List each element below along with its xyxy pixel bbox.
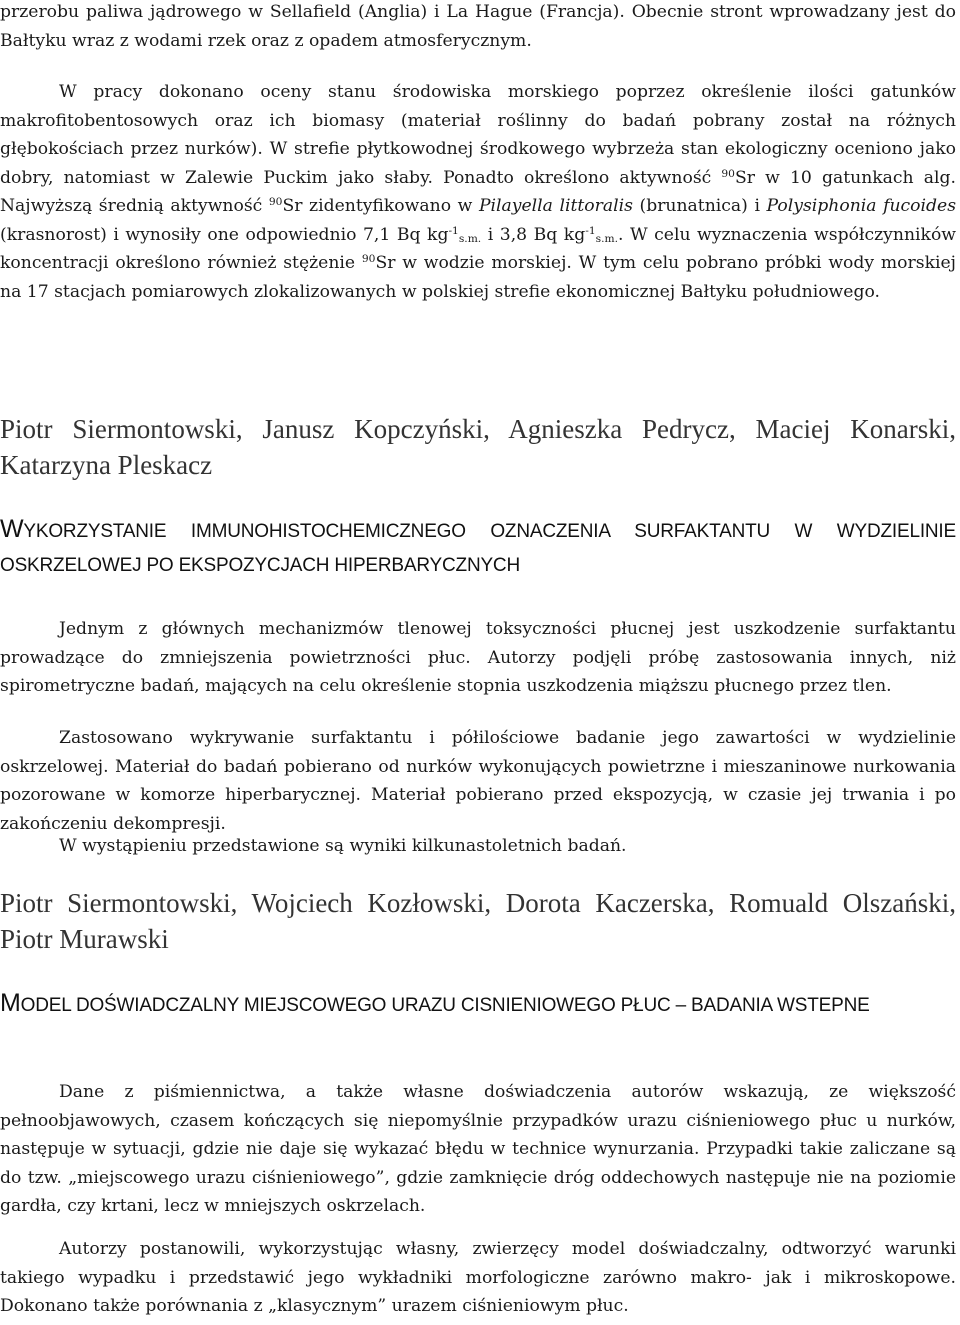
species-name: Polysiphonia fucoides xyxy=(766,196,957,216)
isotope-mass: 90 xyxy=(721,166,735,180)
article1-title xyxy=(0,512,956,583)
isotope-mass: 90 xyxy=(268,195,283,209)
title-text: ODEL DOŚWIADCZALNY MIEJSCOWEGO URAZU CISNIENIOWEGO PŁUC – BADANIA WSTEPNE xyxy=(20,995,870,1016)
para-text: i 3,8 Bq kg xyxy=(481,224,586,245)
article1-authors: Piotr Siermontowski, Janusz Kopczyński, Agnieszka Pedrycz, Maciej Konarski, Katarzyna Pleskacz xyxy=(0,414,956,480)
species-name: Pilayella littoralis xyxy=(478,196,633,216)
article1-paragraph-3: W wystąpieniu przedstawione są wyniki kilkunastoletnich badań. xyxy=(59,836,627,856)
para-text: (brunatnica) i xyxy=(632,196,767,216)
title-initial: M xyxy=(0,989,21,1017)
isotope-mass: 90 xyxy=(361,252,376,266)
article2-paragraph-2: Autorzy postanowili, wykorzystując własny, zwierzęcy model doświadczalny, odtworzyć warunki takiego wypadku i przedstawić jego wykładniki morfologiczne zarówno makro- jak i mikroskopowe. Dokonano także porównania z „klasycznym” urazem ciśnieniowym płuc. xyxy=(0,1239,956,1316)
article2-paragraph-1: Dane z piśmiennictwa, a także własne doświadczenia autorów wskazują, ze większość pełnoobjawowych, czasem kończących się niepomyślnie przypadków urazu ciśnieniowego płuc u nurków, następuje w sytuacji, gdzie nie daje się wykazać błędu w technice wynurzania. Przypadki takie zaliczane są do tzw. „miejscowego urazu ciśnieniowego”, gdzie zamknięcie dróg oddechowych następuje nie na poziomie gardła, czy krtani, lecz w mniejszych oskrzelach. xyxy=(0,1082,956,1216)
unit-exponent: -1 xyxy=(448,223,459,237)
para-text: . W celu wyznaczenia współczynników koncentracji określono również stężenie xyxy=(0,224,957,273)
article2-title xyxy=(0,986,956,1023)
article2-authors: Piotr Siermontowski, Wojciech Kozłowski, Dorota Kaczerska, Romuald Olszański, Piotr Murawski xyxy=(0,888,956,954)
article1-paragraph-1: Jednym z głównych mechanizmów tlenowej toksyczności płucnej jest uszkodzenie surfaktantu prowadzące do zmniejszenia powietrzności płuc. Autorzy podjęli próbę zastosowania innych, niż spirometryczne badań, mających na celu określenie stopnia uszkodzenia miąższu płucnego przez tlen. xyxy=(0,619,956,696)
para-text: Sr w wodzie morskiej. W tym celu pobrano próbki wody morskiej na 17 stacjach pomiarowych zlokalizowanych w polskiej strefie ekonomicznej Bałtyku południowego. xyxy=(0,253,956,302)
unit-subscript: s.m. xyxy=(458,231,482,245)
title-text: YKORZYSTANIE IMMUNOHISTOCHEMICZNEGO OZNACZENIA SURFAKTANTU W WYDZIELINIE OSKRZELOWEJ PO EKSPOZYCJACH HIPERBARYCZNYCH xyxy=(0,521,956,576)
strontium-paragraph xyxy=(0,78,956,306)
continued-paragraph: przerobu paliwa jądrowego w Sellafield (Anglia) i La Hague (Francja). Obecnie stront wprowadzany jest do Bałtyku wraz z wodami rzek oraz z opadem atmosferycznym. xyxy=(0,2,956,51)
article1-paragraph-2: Zastosowano wykrywanie surfaktantu i półilościowe badanie jego zawartości w wydzielinie oskrzelowej. Materiał do badań pobierano od nurków wykonujących powietrzne i mieszaninowe nurkowania pozorowane w komorze hiperbarycznej. Materiał pobierano przed ekspozycją, w czasie jej trwania i po zakończeniu dekompresji. xyxy=(0,728,956,834)
unit-subscript: s.m. xyxy=(595,231,618,245)
para-text: Sr w 10 gatunkach alg. Najwyższą średnią aktywność xyxy=(0,167,956,216)
para-text: (krasnorost) i wynosiły one odpowiednio 7,1 Bq kg xyxy=(0,224,449,245)
unit-exponent: -1 xyxy=(585,223,596,237)
title-initial: W xyxy=(0,515,24,543)
para-text: Sr zidentyfikowano w xyxy=(282,196,479,216)
para-text: W pracy dokonano oceny stanu środowiska morskiego poprzez określenie ilości gatunków makrofitobentosowych oraz ich biomasy (materiał roślinny do badań pobrany został na różnych głębokościach przez nurków). W strefie płytkowodnej środkowego wybrzeża stan ekologiczny oceniono jako dobry, natomiast w Zalewie Puckim jako słaby. Ponadto określono aktywność xyxy=(0,82,956,188)
